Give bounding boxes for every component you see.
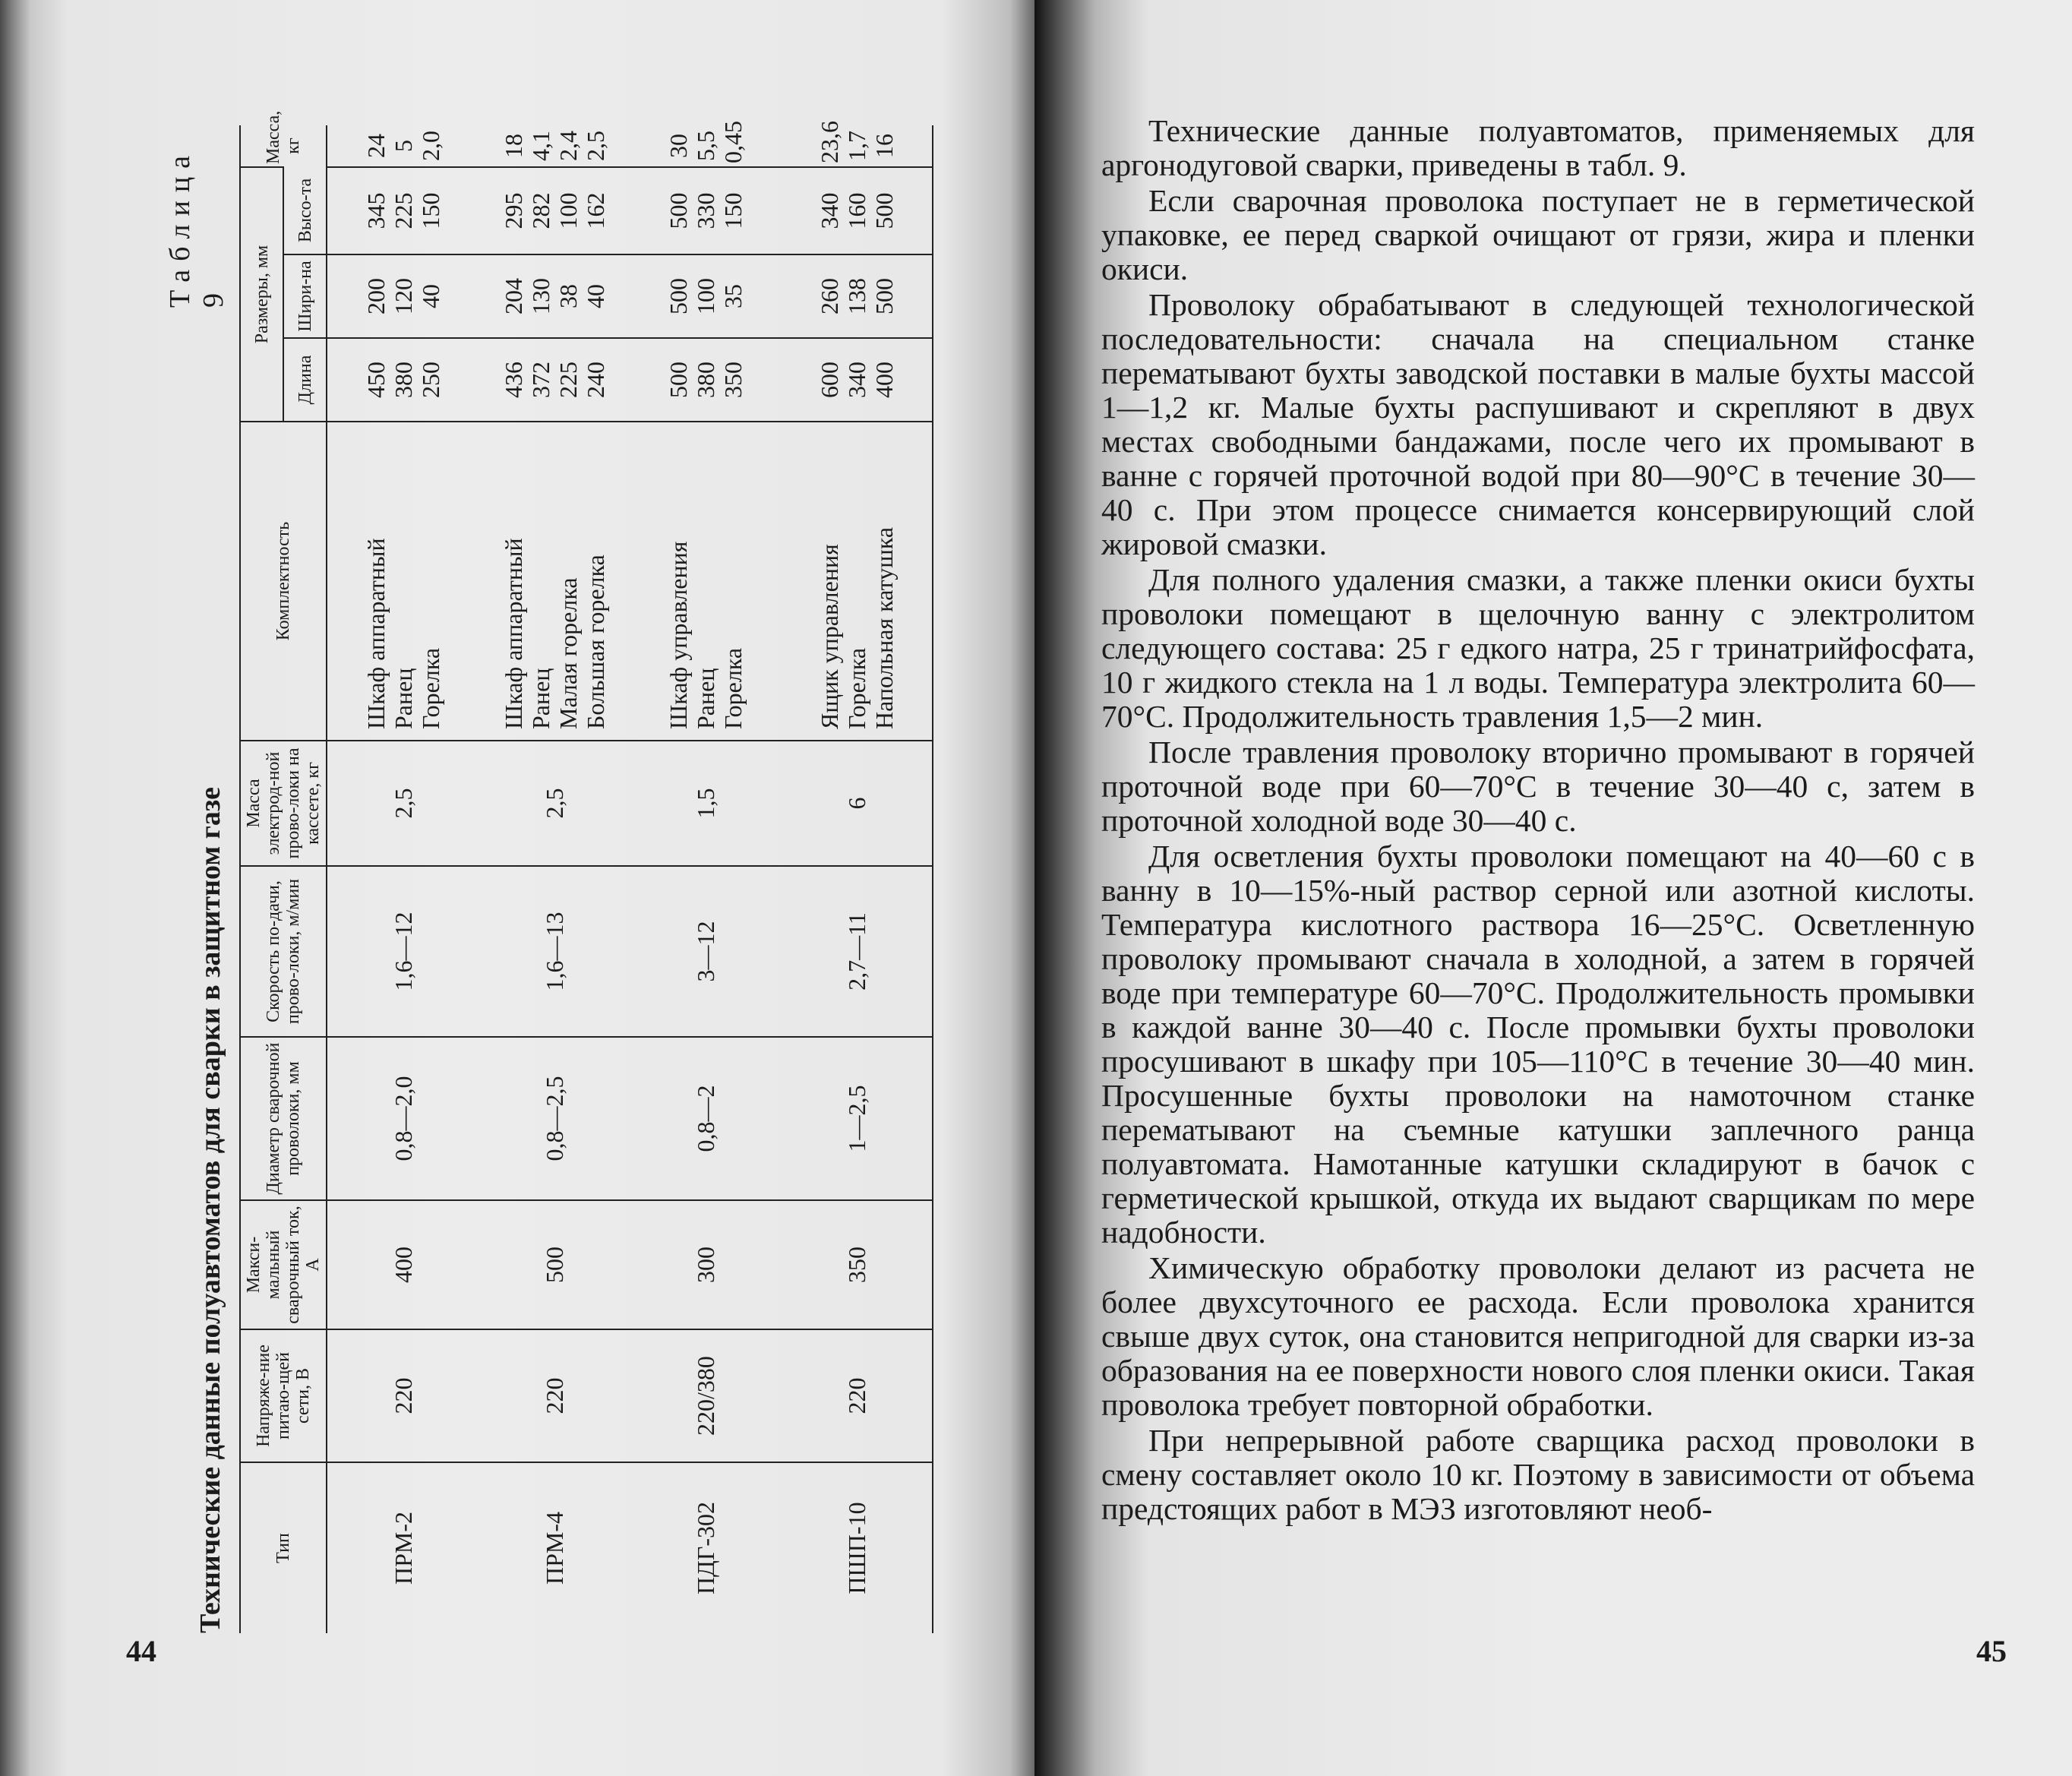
width-value: 100 bbox=[691, 278, 719, 314]
cell-voltage: 220 bbox=[781, 1329, 933, 1462]
cell-kit bbox=[781, 422, 933, 741]
table-row bbox=[630, 125, 781, 1633]
header-height: Высо-та bbox=[283, 167, 327, 254]
cell-width bbox=[630, 254, 781, 338]
cell-voltage: 220/380 bbox=[630, 1329, 781, 1462]
mass-value: 0,45 bbox=[719, 121, 747, 163]
header-max-current: Макси-мальный сварочный ток, А bbox=[240, 1200, 327, 1329]
cell-mass bbox=[327, 125, 479, 167]
cell-feed-speed: 2,7—11 bbox=[781, 866, 933, 1037]
paragraph: Для осветления бухты проволоки помещают на 40—60 с в ванну в 10—15%-ный раствор серной или азотной кислоты. Температура кислотного раствора 16—25°С. Осветленную проволоку промывают сначала в холодной, а затем в горячей воде при температуре 60—70°С. Продолжительность промывки в каждой ванне 30—40 с. После промывки бухты проволоки просушивают в шкафу при 105—110°С в течение 30—40 мин. Просушенные бухты проволоки на намоточном станке перематывают на съемные катушки заплечного ранца полуавтомата. Намотанные катушки складируют в бачок с герметической крышкой, откуда их выдают сварщикам по мере надобности. bbox=[1101, 839, 1975, 1250]
cell-height bbox=[630, 167, 781, 254]
mass-value: 2,5 bbox=[581, 131, 609, 161]
kit-item: Горелка bbox=[842, 647, 870, 729]
width-value: 500 bbox=[664, 278, 692, 314]
cell-wire-diameter: 0,8—2,5 bbox=[479, 1037, 630, 1200]
cell-wire-diameter: 1—2,5 bbox=[781, 1037, 933, 1200]
width-value: 204 bbox=[499, 278, 527, 314]
cell-length bbox=[327, 338, 479, 422]
kit-item: Горелка bbox=[719, 647, 747, 729]
mass-value: 16 bbox=[870, 134, 898, 158]
width-value: 500 bbox=[870, 278, 898, 314]
height-value: 150 bbox=[719, 192, 747, 229]
length-value: 450 bbox=[362, 362, 390, 398]
width-value: 138 bbox=[842, 278, 870, 314]
cell-max-current: 400 bbox=[327, 1200, 479, 1329]
width-value: 38 bbox=[554, 284, 582, 308]
paragraph: Проволоку обрабатывают в следующей технологической последовательности: сначала на специальном станке перематывают бухты заводской поставки в малые бухты массой 1—1,2 кг. Малые бухты распушивают и скрепляют в двух местах свободными бандажами, после чего их промывают в ванне с горячей проточной водой при 80—90°С в течение 30—40 с. При этом процессе снимается консервирующий слой жировой смазки. bbox=[1101, 287, 1975, 561]
height-value: 345 bbox=[362, 192, 390, 229]
cell-feed-speed: 3—12 bbox=[630, 866, 781, 1037]
cell-mass bbox=[479, 125, 630, 167]
cell-wire-diameter: 0,8—2 bbox=[630, 1037, 781, 1200]
header-mass: Масса, кг bbox=[240, 125, 327, 167]
table-label: Таблица 9 bbox=[164, 147, 229, 308]
cell-wire-mass: 2,5 bbox=[327, 741, 479, 866]
mass-value: 5,5 bbox=[691, 131, 719, 161]
cell-mass bbox=[630, 121, 781, 167]
kit-item: Шкаф управления bbox=[664, 541, 692, 729]
cell-height bbox=[781, 167, 933, 254]
cell-max-current: 350 bbox=[781, 1200, 933, 1329]
width-value: 130 bbox=[526, 278, 554, 314]
cell-kit bbox=[327, 422, 479, 741]
kit-item: Большая горелка bbox=[581, 555, 609, 729]
mass-value: 2,4 bbox=[554, 131, 582, 161]
height-value: 500 bbox=[664, 192, 692, 229]
kit-item: Ящик управления bbox=[815, 544, 843, 729]
width-value: 40 bbox=[416, 284, 444, 308]
height-value: 150 bbox=[416, 192, 444, 229]
table-title: Технические данные полуавтоматов для сварки в защитном газе bbox=[194, 786, 226, 1633]
length-value: 250 bbox=[416, 362, 444, 398]
length-value: 225 bbox=[554, 362, 582, 398]
mass-value: 4,1 bbox=[526, 131, 554, 161]
cell-mass bbox=[781, 121, 933, 167]
header-length: Длина bbox=[283, 338, 327, 422]
cell-length bbox=[479, 338, 630, 422]
kit-item: Горелка bbox=[416, 647, 444, 729]
cell-width bbox=[781, 254, 933, 338]
header-type: Тип bbox=[240, 1462, 327, 1633]
left-page bbox=[0, 0, 1034, 1776]
width-value: 200 bbox=[362, 278, 390, 314]
paragraph: Если сварочная проволока поступает не в герметической упаковке, ее перед сваркой очищают от грязи, жира и пленки окиси. bbox=[1101, 183, 1975, 286]
cell-wire-diameter: 0,8—2,0 bbox=[327, 1037, 479, 1200]
cell-type: ПРМ-4 bbox=[479, 1462, 630, 1633]
width-value: 120 bbox=[389, 278, 417, 314]
header-kit: Комплектность bbox=[240, 422, 327, 741]
kit-item: Напольная катушка bbox=[870, 526, 898, 729]
cell-width bbox=[479, 254, 630, 338]
mass-value: 30 bbox=[664, 134, 692, 158]
spec-table bbox=[239, 110, 933, 1633]
mass-value: 18 bbox=[499, 134, 527, 158]
body-text bbox=[1101, 114, 1975, 1528]
mass-value: 5 bbox=[389, 140, 417, 152]
length-value: 380 bbox=[389, 362, 417, 398]
height-value: 225 bbox=[389, 192, 417, 229]
cell-wire-mass: 2,5 bbox=[479, 741, 630, 866]
cell-kit bbox=[630, 422, 781, 741]
cell-max-current: 300 bbox=[630, 1200, 781, 1329]
width-value: 260 bbox=[815, 278, 843, 314]
cell-feed-speed: 1,6—12 bbox=[327, 866, 479, 1037]
cell-width bbox=[327, 254, 479, 338]
cell-voltage: 220 bbox=[327, 1329, 479, 1462]
mass-value: 1,7 bbox=[842, 131, 870, 161]
kit-item: Шкаф аппаратный bbox=[362, 538, 390, 729]
kit-item: Ранец bbox=[691, 668, 719, 729]
cell-length bbox=[781, 338, 933, 422]
header-dimensions: Размеры, мм bbox=[240, 167, 283, 422]
length-value: 372 bbox=[526, 362, 554, 398]
cell-voltage: 220 bbox=[479, 1329, 630, 1462]
kit-item: Шкаф аппаратный bbox=[499, 538, 527, 729]
cell-kit bbox=[479, 422, 630, 741]
cell-wire-mass: 1,5 bbox=[630, 741, 781, 866]
mass-value: 24 bbox=[362, 134, 390, 158]
page-number-left: 44 bbox=[126, 1634, 156, 1668]
kit-item: Ранец bbox=[389, 668, 417, 729]
height-value: 500 bbox=[870, 192, 898, 229]
length-value: 380 bbox=[691, 362, 719, 398]
paragraph: Для полного удаления смазки, а также пленки окиси бухты проволоки помещают в щелочную ванну с электролитом следующего состава: 25 г едкого натра, 25 г тринатрийфосфата, 10 г жидкого стекла на 1 л воды. Температура электролита 60—70°С. Продолжительность травления 1,5—2 мин. bbox=[1101, 562, 1975, 734]
length-value: 500 bbox=[664, 362, 692, 398]
height-value: 282 bbox=[526, 192, 554, 229]
table-row bbox=[781, 125, 933, 1633]
width-value: 35 bbox=[719, 284, 747, 308]
cell-max-current: 500 bbox=[479, 1200, 630, 1329]
paragraph: После травления проволоку вторично промывают в горячей проточной воде при 60—70°С в течение 30—40 с, затем в проточной холодной воде 30—40 с. bbox=[1101, 735, 1975, 838]
right-page bbox=[1034, 0, 2072, 1776]
cell-wire-mass: 6 bbox=[781, 741, 933, 866]
length-value: 600 bbox=[815, 362, 843, 398]
mass-value: 2,0 bbox=[416, 131, 444, 161]
length-value: 400 bbox=[870, 362, 898, 398]
length-value: 240 bbox=[581, 362, 609, 398]
length-value: 350 bbox=[719, 362, 747, 398]
cell-height bbox=[327, 167, 479, 254]
kit-item: Малая горелка bbox=[554, 577, 582, 729]
height-value: 330 bbox=[691, 192, 719, 229]
height-value: 340 bbox=[815, 192, 843, 229]
width-value: 40 bbox=[581, 284, 609, 308]
height-value: 160 bbox=[842, 192, 870, 229]
height-value: 100 bbox=[554, 192, 582, 229]
length-value: 340 bbox=[842, 362, 870, 398]
page-number-right: 45 bbox=[1976, 1634, 2007, 1668]
length-value: 436 bbox=[499, 362, 527, 398]
cell-feed-speed: 1,6—13 bbox=[479, 866, 630, 1037]
height-value: 162 bbox=[581, 192, 609, 229]
header-wire-mass: Масса электрод-ной прово-локи на кассете, кг bbox=[240, 741, 327, 866]
table-row bbox=[479, 125, 630, 1633]
cell-type: ПДГ-302 bbox=[630, 1462, 781, 1633]
rotated-table-block bbox=[163, 110, 1034, 1641]
paragraph: При непрерывной работе сварщика расход проволоки в смену составляет около 10 кг. Поэтому в зависимости от объема предстоящих работ в МЭЗ изготовляют необ- bbox=[1101, 1423, 1975, 1526]
paragraph: Технические данные полуавтоматов, применяемых для аргонодуговой сварки, приведены в табл. 9. bbox=[1101, 113, 1975, 182]
cell-type: ПРМ-2 bbox=[327, 1462, 479, 1633]
mass-value: 23,6 bbox=[815, 121, 843, 163]
paragraph: Химическую обработку проволоки делают из расчета не более двухсуточного ее расхода. Если проволока хранится свыше двух суток, она становится непригодной для сварки из-за образования на ее поверхности нового слоя пленки окиси. Такая проволока требует повторной обработки. bbox=[1101, 1250, 1975, 1422]
height-value: 295 bbox=[499, 192, 527, 229]
cell-height bbox=[479, 167, 630, 254]
cell-type: ПШП-10 bbox=[781, 1462, 933, 1633]
kit-item: Ранец bbox=[526, 668, 554, 729]
header-feed-speed: Скорость по-дачи, прово-локи, м/мин bbox=[240, 866, 327, 1037]
header-wire-diameter: Диаметр сварочной проволоки, мм bbox=[240, 1037, 327, 1200]
cell-length bbox=[630, 338, 781, 422]
header-width: Шири-на bbox=[283, 254, 327, 338]
header-voltage: Напряже-ние питаю-щей сети, В bbox=[240, 1329, 327, 1462]
table-row bbox=[327, 125, 479, 1633]
